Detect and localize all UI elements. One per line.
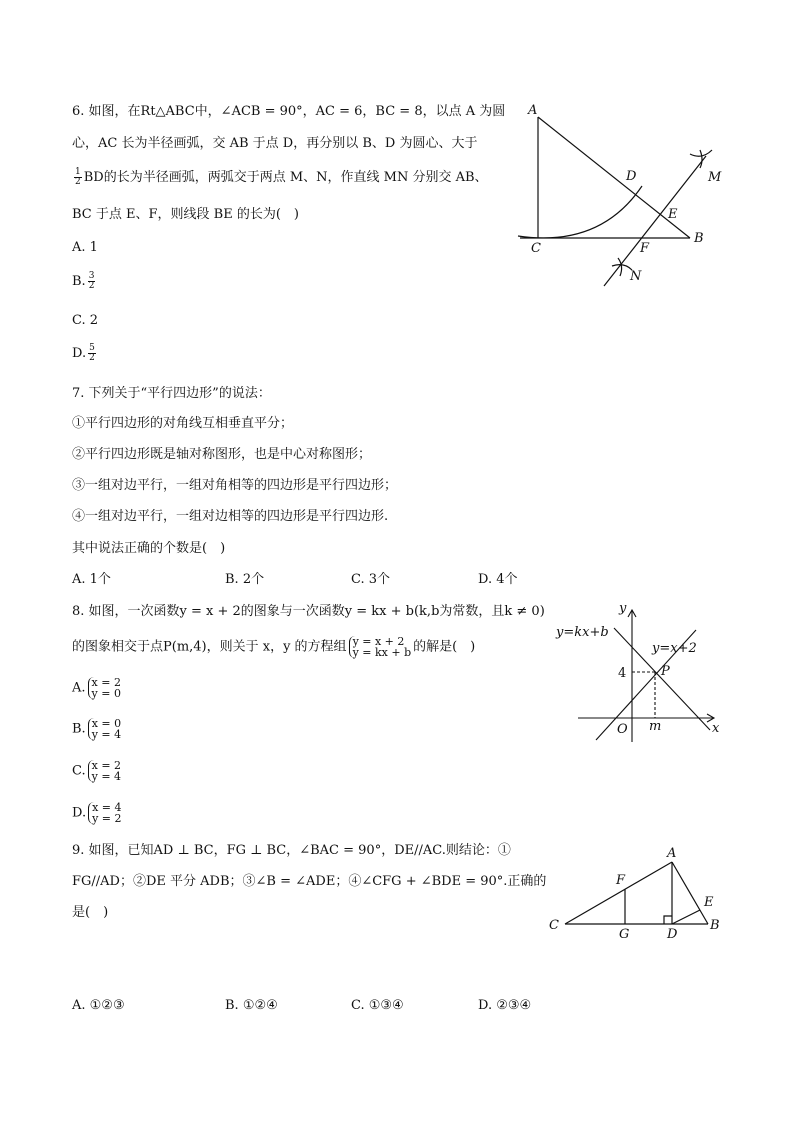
q8-label-origin: O [617, 722, 628, 737]
q7-ask: 其中说法正确的个数是( ) [72, 541, 226, 556]
q8-option-a: A. x = 2 y = 0 [72, 676, 121, 700]
q6-label-d: D [626, 169, 637, 184]
q9-label-c: C [549, 918, 559, 933]
q6-label-f: F [640, 241, 650, 256]
q7-option-a: A. 1个 [72, 572, 111, 587]
q6-label-m: M [708, 170, 722, 185]
q9-line-1: 9. 如图，已知AD ⊥ BC，FG ⊥ BC，∠BAC = 90°，DE//AC.则结论：① [72, 843, 511, 858]
q6-label-e: E [668, 207, 678, 222]
q8-line-2: 的图象相交于点P(m,4)，则关于 x，y 的方程组 y = x + 2 y = kx + b 的解是( ) [72, 635, 476, 659]
q6-option-b: B. $\frac{3}{2}$ [72, 271, 95, 291]
q8-label-p: P [661, 664, 670, 679]
q7-option-b: B. 2个 [225, 572, 265, 587]
q8-label-m: m [649, 719, 662, 734]
q8-label-kx-line: y=kx+b [556, 625, 609, 640]
q7-stem: 7. 下列关于“平行四边形”的说法： [72, 386, 271, 401]
q6-line-4: BC 于点 E、F，则线段 BE 的长为( ) [72, 207, 299, 222]
q7-option-c: C. 3个 [351, 572, 391, 587]
q9-line-3: 是( ) [72, 905, 109, 920]
q6-line-1: 6. 如图，在Rt△ABC中，∠ACB = 90°，AC = 6，BC = 8，以点 A 为圆 [72, 104, 506, 119]
q9-label-f: F [616, 873, 626, 888]
q8-equation-system: y = x + 2 y = kx + b [349, 636, 412, 658]
q7-statement-3: ③一组对边平行，一组对角相等的四边形是平行四边形； [72, 478, 398, 493]
q8-option-b: B. x = 0 y = 4 [72, 717, 122, 741]
q6-option-d: D. $\frac{5}{2}$ [72, 343, 95, 363]
q9-option-b: B. ①②④ [225, 998, 278, 1013]
q6-label-n: N [630, 269, 642, 284]
q9-label-b: B [710, 918, 720, 933]
q9-option-a: A. ①②③ [72, 998, 125, 1013]
q6-option-a: A. 1 [72, 240, 98, 255]
q9-right-angle-mark [664, 916, 672, 924]
q9-segment-ca [565, 862, 672, 924]
q9-label-d: D [667, 927, 678, 942]
q9-option-d: D. ②③④ [478, 998, 532, 1013]
q7-option-d: D. 4个 [478, 572, 518, 587]
q9-segment-de [672, 910, 700, 924]
q7-statement-1: ①平行四边形的对角线互相垂直平分； [72, 416, 294, 431]
q9-option-c: C. ①③④ [351, 998, 404, 1013]
q6-fraction-half: $\frac{1}{2}$ [75, 167, 81, 187]
q7-statement-2: ②平行四边形既是轴对称图形，也是中心对称图形； [72, 447, 372, 462]
q6-line-3: $\frac{1}{2}$ BD的长为半径画弧，两弧交于两点 M、N，作直线 MN 分别交 AB、 [75, 167, 488, 187]
q6-label-a: A [528, 103, 538, 118]
q8-line-1: 8. 如图，一次函数y = x + 2的图象与一次函数y = kx + b(k,b为常数，且k ≠ 0) [72, 604, 545, 619]
q6-line-2: 心，AC 长为半径画弧，交 AB 于点 D，再分别以 B、D 为圆心、大于 [72, 136, 478, 151]
q8-option-d: D. x = 4 y = 2 [72, 801, 122, 825]
q8-label-y: y [619, 601, 627, 616]
q6-option-c: C. 2 [72, 313, 99, 328]
q6-label-c: C [531, 241, 541, 256]
q9-label-e: E [704, 895, 714, 910]
q8-option-c: C. x = 2 y = 4 [72, 759, 122, 783]
q8-label-four: 4 [618, 666, 627, 681]
q7-statement-4: ④一组对边平行，一组对边相等的四边形是平行四边形. [72, 509, 389, 524]
q8-label-x: x [712, 721, 720, 736]
q9-line-2: FG//AD；②DE 平分 ADB；③∠B = ∠ADE；④∠CFG + ∠BDE = 90°.正确的 [72, 874, 547, 889]
q9-label-a: A [667, 846, 677, 861]
q6-label-b: B [694, 231, 704, 246]
q9-label-g: G [619, 927, 630, 942]
q8-label-x2-line: y=x+2 [652, 641, 697, 656]
